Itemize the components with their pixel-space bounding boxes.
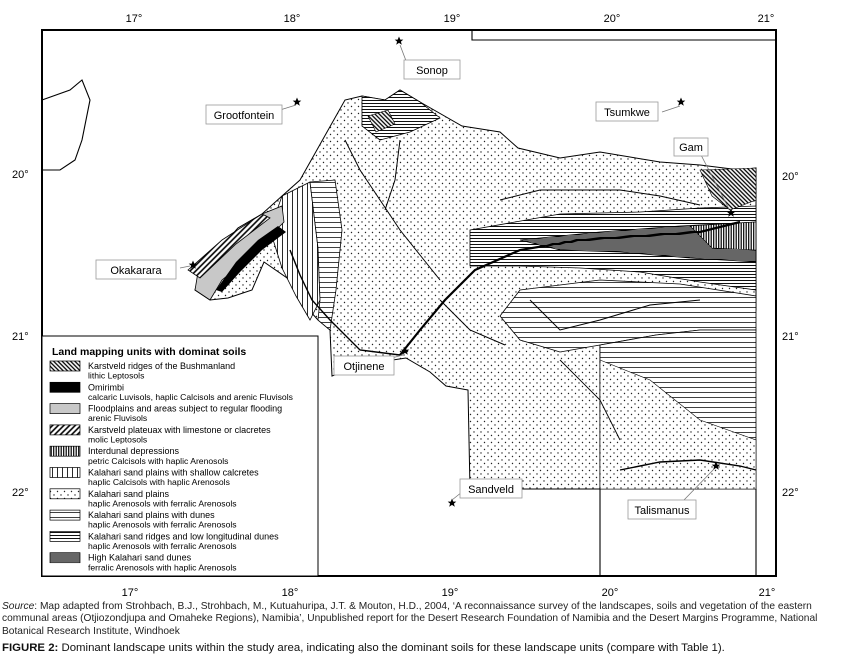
right-latitude-labels (782, 171, 799, 499)
legend-soil-label: haplic Calcisols with haplic Arenosols (88, 477, 230, 488)
place-label: Otjinene (343, 361, 385, 373)
legend-soil-label: haplic Arenosols with ferralic Arenosols (88, 498, 237, 509)
caption-text: Dominant landscape units within the study area, indicating also the dominant soils for these landscape units (compare with Table 1). (58, 642, 725, 654)
lat-label-21: 21° (12, 331, 29, 343)
legend-swatch (50, 361, 80, 371)
legend-soil-label: petric Calcisols with haplic Arenosols (88, 455, 229, 466)
place-label: Grootfontein (213, 110, 275, 122)
legend-unit-label: Omirimbi (88, 382, 124, 393)
source-text: : Map adapted from Strohbach, B.J., Strohbach, M., Kutuahuripa, J.T. & Mouton, H.D., 2004, ‘A reconnaissance survey of the landscapes, soils and vegetation of the eastern communal areas (Otjiozondjupa and Omaheke Regions), Namibia’, Unpublished report for the Desert Research Foundation of Namibia and the Desert Margins Programme, National Botanical Research Institute, Windhoek (2, 601, 818, 637)
lat-label-20-right: 20° (782, 171, 799, 183)
lat-label-22: 22° (12, 487, 29, 499)
legend-unit-label: Kalahari sand plains with dunes (88, 510, 215, 521)
legend-swatch (50, 489, 80, 499)
map-legend (42, 336, 318, 576)
legend-soil-label: calcaric Luvisols, haplic Calcisols and arenic Fluvisols (88, 391, 293, 402)
place-label: Gam (679, 142, 703, 154)
legend-swatch (50, 382, 80, 392)
legend-swatch (50, 531, 80, 541)
legend-swatch (50, 510, 80, 520)
legend-soil-label: arenic Fluvisols (88, 413, 148, 424)
legend-unit-label: Kalahari sand plains with shallow calcretes (88, 467, 259, 478)
lon-label-19-bottom: 19° (441, 587, 459, 599)
legend-swatch (50, 425, 80, 435)
lat-label-21-right: 21° (782, 331, 799, 343)
legend-swatch (50, 446, 80, 456)
lon-label-18: 18° (283, 13, 301, 25)
legend-unit-label: High Kalahari sand dunes (88, 552, 192, 563)
lon-label-20-bottom: 20° (601, 587, 619, 599)
legend-soil-label: haplic Arenosols with ferralic Arenosols (88, 541, 237, 551)
lat-label-20: 20° (12, 169, 29, 181)
lon-label-18-bottom: 18° (281, 587, 299, 599)
source-prefix: Source (2, 601, 35, 612)
legend-unit-label: Interdunal depressions (88, 446, 180, 457)
place-label: Sonop (416, 65, 448, 77)
legend-unit-label: Karstveld plateuax with limestone or clacretes (88, 424, 271, 435)
legend-unit-label: Karstveld ridges of the Bushmanland (88, 361, 236, 371)
lon-label-21: 21° (757, 13, 775, 25)
caption-label: FIGURE 2: (2, 642, 59, 654)
lon-label-20: 20° (603, 13, 621, 25)
legend-soil-label: molic Leptosols (88, 434, 148, 445)
legend-soil-label: haplic Arenosols with ferralic Arenosols (88, 519, 237, 530)
legend-soil-label: ferralic Arenosols with haplic Arenosols (88, 562, 237, 573)
lon-label-17: 17° (125, 13, 143, 25)
figure-caption (2, 641, 848, 655)
top-longitude-labels (126, 13, 775, 25)
legend-unit-label: Kalahari sand ridges and low longitudinal dunes (88, 531, 279, 542)
source-note (2, 601, 848, 638)
lat-label-22-right: 22° (782, 487, 799, 499)
lon-label-19: 19° (443, 13, 461, 25)
place-label: Okakarara (110, 265, 162, 277)
place-label: Sandveld (468, 484, 514, 496)
legend-swatch (50, 553, 80, 563)
legend-swatch (50, 404, 80, 414)
place-label: Talismanus (634, 505, 690, 517)
legend-title: Land mapping units with dominat soils (52, 346, 247, 358)
legend-soil-label: lithic Leptosols (88, 370, 145, 381)
lon-label-21-bottom: 21° (758, 587, 776, 599)
legend-unit-label: Kalahari sand plains (88, 488, 170, 499)
left-latitude-labels (12, 169, 29, 499)
legend-swatch (50, 468, 80, 478)
bottom-longitude-labels (122, 587, 776, 599)
place-label: Tsumkwe (604, 107, 650, 119)
lon-label-17-bottom: 17° (121, 587, 139, 599)
legend-unit-label: Floodplains and areas subject to regular flooding (88, 403, 283, 414)
